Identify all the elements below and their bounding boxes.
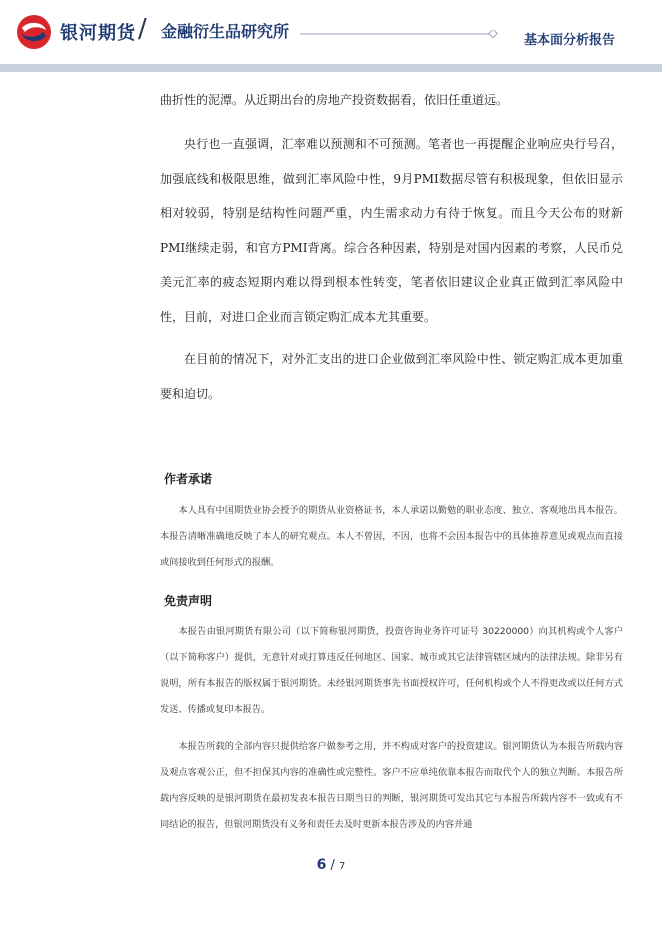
body-paragraph: 曲折性的泥潭。从近期出台的房地产投资数据看，依旧任重道远。 — [160, 93, 509, 107]
page-number — [0, 857, 662, 873]
disclaimer-paragraph: 本报告所载的全部内容只提供给客户做参考之用，并不构成对客户的投资建议。银河期货认为本报告所载内容及观点客观公正，但不担保其内容的准确性或完整性。客户不应单纯依靠本报告而取代个人的独立判断。本报告所载内容反映的是银河期货在最初发表本报告日期当日的判断，银河期货可发出其它与本报告所载内容不一致或有不同结论的报告，但银河期货没有义务和责任去及时更新本报告涉及的内容并通 — [160, 741, 623, 830]
header-separator: / — [138, 14, 147, 44]
body-paragraph: 央行也一直强调，汇率难以预测和不可预测。笔者也一再提醒企业响应央行号召，加强底线和极限思维，做到汇率风险中性，9月PMI数据尽管有积极现象，但依旧显示相对较弱，特别是结构性问题严重，内生需求动力有待于恢复。而且今天公布的财新PMI继续走弱，和官方PMI背离。综合各种因素，特别是对国内因素的考察，人民币兑美元汇率的疲态短期内难以得到根本性转变，笔者依旧建议企业真正做到汇率风险中性，目前，对进口企业而言锁定购汇成本尤其重要。 — [160, 137, 623, 324]
disclaimer-title: 免责声明 — [164, 594, 213, 608]
commitment-text: 本人具有中国期货业协会授予的期货从业资格证书，本人承诺以勤勉的职业态度、独立、客观地出具本报告。本报告清晰准确地反映了本人的研究观点。本人不曾因，不因，也将不会因本报告中的具体推荐意见或观点而直接或间接收到任何形式的报酬。 — [160, 505, 623, 568]
page-separator: / — [330, 858, 335, 873]
body-paragraph: 在目前的情况下，对外汇支出的进口企业做到汇率风险中性、锁定购汇成本更加重要和迫切。 — [160, 352, 623, 401]
brand-name: 银河期货 — [60, 23, 136, 44]
page-header — [0, 0, 662, 68]
institute-name: 金融衍生品研究所 — [161, 22, 290, 41]
header-band — [0, 64, 662, 72]
header-decoration — [300, 30, 500, 38]
current-page: 6 — [316, 857, 327, 873]
report-type-label: 基本面分析报告 — [524, 33, 616, 48]
total-pages: 7 — [339, 861, 346, 872]
commitment-title: 作者承诺 — [164, 472, 213, 486]
disclaimer-paragraph: 本报告由银河期货有限公司（以下简称银河期货，投资咨询业务许可证号 30220000）向其机构或个人客户（以下简称客户）提供，无意针对或打算违反任何地区、国家、城市或其它法律管辖区域内的法律法规。除非另有说明，所有本报告的版权属于银河期货。未经银河期货事先书面授权许可，任何机构或个人不得更改或以任何方式发送、传播或复印本报告。 — [160, 626, 623, 715]
galaxy-logo-icon — [16, 14, 52, 50]
